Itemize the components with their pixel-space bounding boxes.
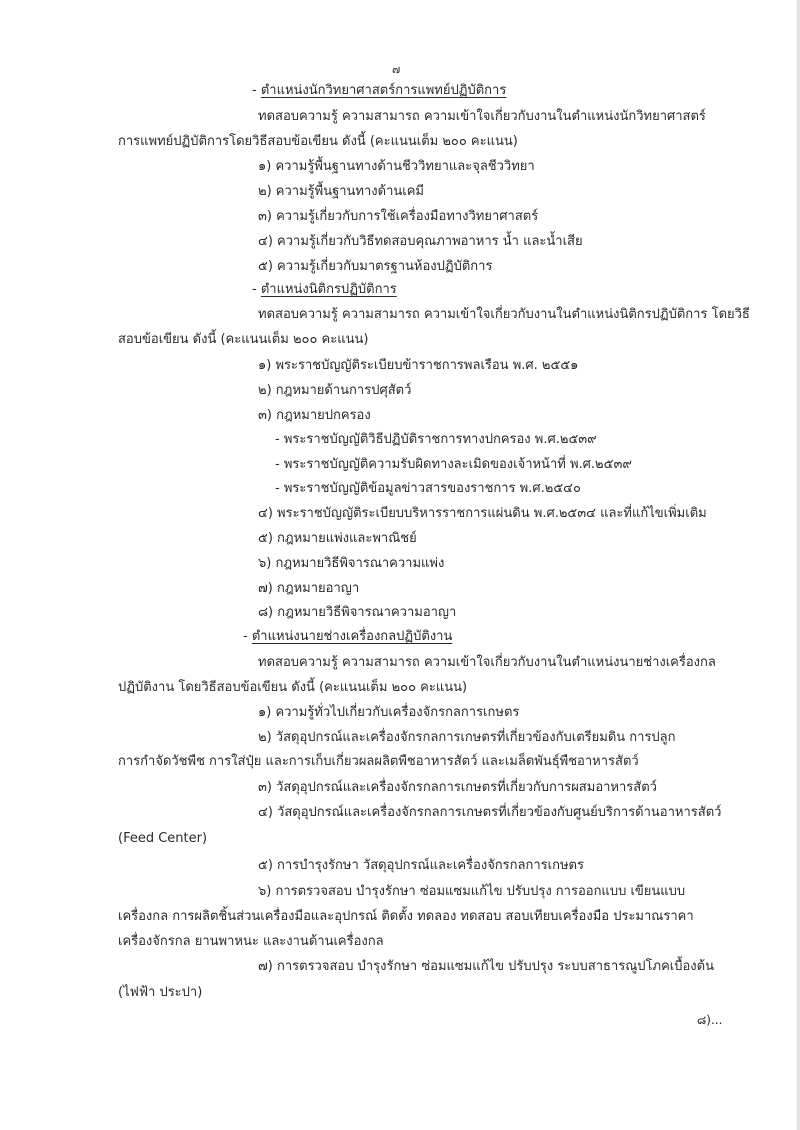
list-item: ๔) วัสดุอุปกรณ์และเครื่องจักรกลการเกษตรที่เกี่ยวข้องกับศูนย์บริการด้านอาหารสัตว์ (258, 805, 722, 820)
section-intro: สอบข้อเขียน ดังนี้ (คะแนนเต็ม ๒๐๐ คะแนน) (118, 332, 369, 347)
page-number: ๗ (392, 63, 401, 76)
list-item: ๑) พระราชบัญญัติระเบียบข้าราชการพลเรือน พ.ศ. ๒๕๕๑ (258, 358, 579, 373)
sub-list-item: - พระราชบัญญัติความรับผิดทางละเมิดของเจ้าหน้าที่ พ.ศ.๒๕๓๙ (275, 457, 632, 472)
section-intro: การแพทย์ปฏิบัติการโดยวิธีสอบข้อเขียน ดังนี้ (คะแนนเต็ม ๒๐๐ คะแนน) (118, 134, 518, 149)
section-heading: - ตำแหน่งนิติกรปฏิบัติการ (252, 282, 397, 297)
list-item: ๖) การตรวจสอบ บำรุงรักษา ซ่อมแซมแก้ไข ปรับปรุง การออกแบบ เขียนแบบ (258, 884, 686, 899)
sub-list-item: - พระราชบัญญัติข้อมูลข่าวสารของราชการ พ.ศ.๒๕๔๐ (275, 481, 581, 496)
section-intro: ทดสอบความรู้ ความสามารถ ความเข้าใจเกี่ยวกับงานในตำแหน่งนายช่างเครื่องกล (258, 655, 716, 670)
sub-list-item: - พระราชบัญญัติวิธีปฏิบัติราชการทางปกครอง พ.ศ.๒๕๓๙ (275, 432, 597, 447)
section-heading-text: ตำแหน่งนักวิทยาศาสตร์การแพทย์ปฏิบัติการ (260, 83, 507, 98)
section-heading: - ตำแหน่งนายช่างเครื่องกลปฏิบัติงาน (243, 629, 453, 644)
list-item: ๗) การตรวจสอบ บำรุงรักษา ซ่อมแซมแก้ไข ปรับปรุง ระบบสาธารณูปโภคเบื้องต้น (258, 959, 714, 974)
list-item: ๒) ความรู้พื้นฐานทางด้านเคมี (258, 184, 424, 199)
list-item-continuation: (ไฟฟ้า ประปา) (118, 985, 203, 1000)
list-item-continuation: การกำจัดวัชพืช การใส่ปุ๋ย และการเก็บเกี่ยวผลผลิตพืชอาหารสัตว์ และเมล็ดพันธุ์พืชอาหารสัตว์ (118, 754, 639, 769)
list-item: ๕) การบำรุงรักษา วัสดุอุปกรณ์และเครื่องจักรกลการเกษตร (258, 858, 584, 873)
section-intro: ปฏิบัติงาน โดยวิธีสอบข้อเขียน ดังนี้ (คะแนนเต็ม ๒๐๐ คะแนน) (118, 680, 468, 695)
page-continuation-marker: ๘)... (697, 1013, 723, 1027)
list-item: ๑) ความรู้พื้นฐานทางด้านชีววิทยาและจุลชีววิทยา (258, 159, 535, 174)
list-item: ๗) กฎหมายอาญา (258, 581, 360, 596)
list-item: ๓) ความรู้เกี่ยวกับการใช้เครื่องมือทางวิทยาศาสตร์ (258, 209, 539, 224)
list-item: ๑) ความรู้ทั่วไปเกี่ยวกับเครื่องจักรกลการเกษตร (258, 705, 520, 720)
list-item: ๒) กฎหมายด้านการปศุสัตว์ (258, 383, 412, 398)
list-item: ๖) กฎหมายวิธีพิจารณาความแพ่ง (258, 556, 445, 571)
list-item: ๔) พระราชบัญญัติระเบียบบริหารราชการแผ่นดิน พ.ศ.๒๕๓๔ และที่แก้ไขเพิ่มเติม (258, 506, 707, 521)
section-intro: ทดสอบความรู้ ความสามารถ ความเข้าใจเกี่ยวกับงานในตำแหน่งนิติกรปฏิบัติการ โดยวิธี (258, 307, 750, 322)
list-item-continuation: เครื่องจักรกล ยานพาหนะ และงานด้านเครื่องกล (118, 934, 384, 949)
list-item: ๓) วัสดุอุปกรณ์และเครื่องจักรกลการเกษตรที่เกี่ยวกับการผสมอาหารสัตว์ (258, 780, 657, 795)
list-item: ๕) ความรู้เกี่ยวกับมาตรฐานห้องปฏิบัติการ (258, 259, 493, 274)
list-item: ๕) กฎหมายแพ่งและพาณิชย์ (258, 531, 417, 546)
list-item: ๓) กฎหมายปกครอง (258, 408, 371, 423)
list-item-continuation: (Feed Center) (118, 831, 208, 846)
section-heading: - ตำแหน่งนักวิทยาศาสตร์การแพทย์ปฏิบัติการ (252, 83, 507, 98)
list-item-continuation: เครื่องกล การผลิตชิ้นส่วนเครื่องมือและอุปกรณ์ ติดตั้ง ทดลอง ทดสอบ สอบเทียบเครื่องมือ ประมาณราคา (118, 909, 694, 924)
list-item: ๔) ความรู้เกี่ยวกับวิธีทดสอบคุณภาพอาหาร น้ำ และน้ำเสีย (258, 234, 583, 249)
section-heading-text: ตำแหน่งนายช่างเครื่องกลปฏิบัติงาน (251, 629, 453, 644)
list-item: ๘) กฎหมายวิธีพิจารณาความอาญา (258, 605, 457, 620)
section-intro: ทดสอบความรู้ ความสามารถ ความเข้าใจเกี่ยวกับงานในตำแหน่งนักวิทยาศาสตร์ (258, 109, 706, 124)
page-edge (796, 0, 800, 1130)
section-heading-text: ตำแหน่งนิติกรปฏิบัติการ (260, 282, 397, 297)
list-item: ๒) วัสดุอุปกรณ์และเครื่องจักรกลการเกษตรที่เกี่ยวข้องกับเตรียมดิน การปลูก (258, 730, 676, 745)
